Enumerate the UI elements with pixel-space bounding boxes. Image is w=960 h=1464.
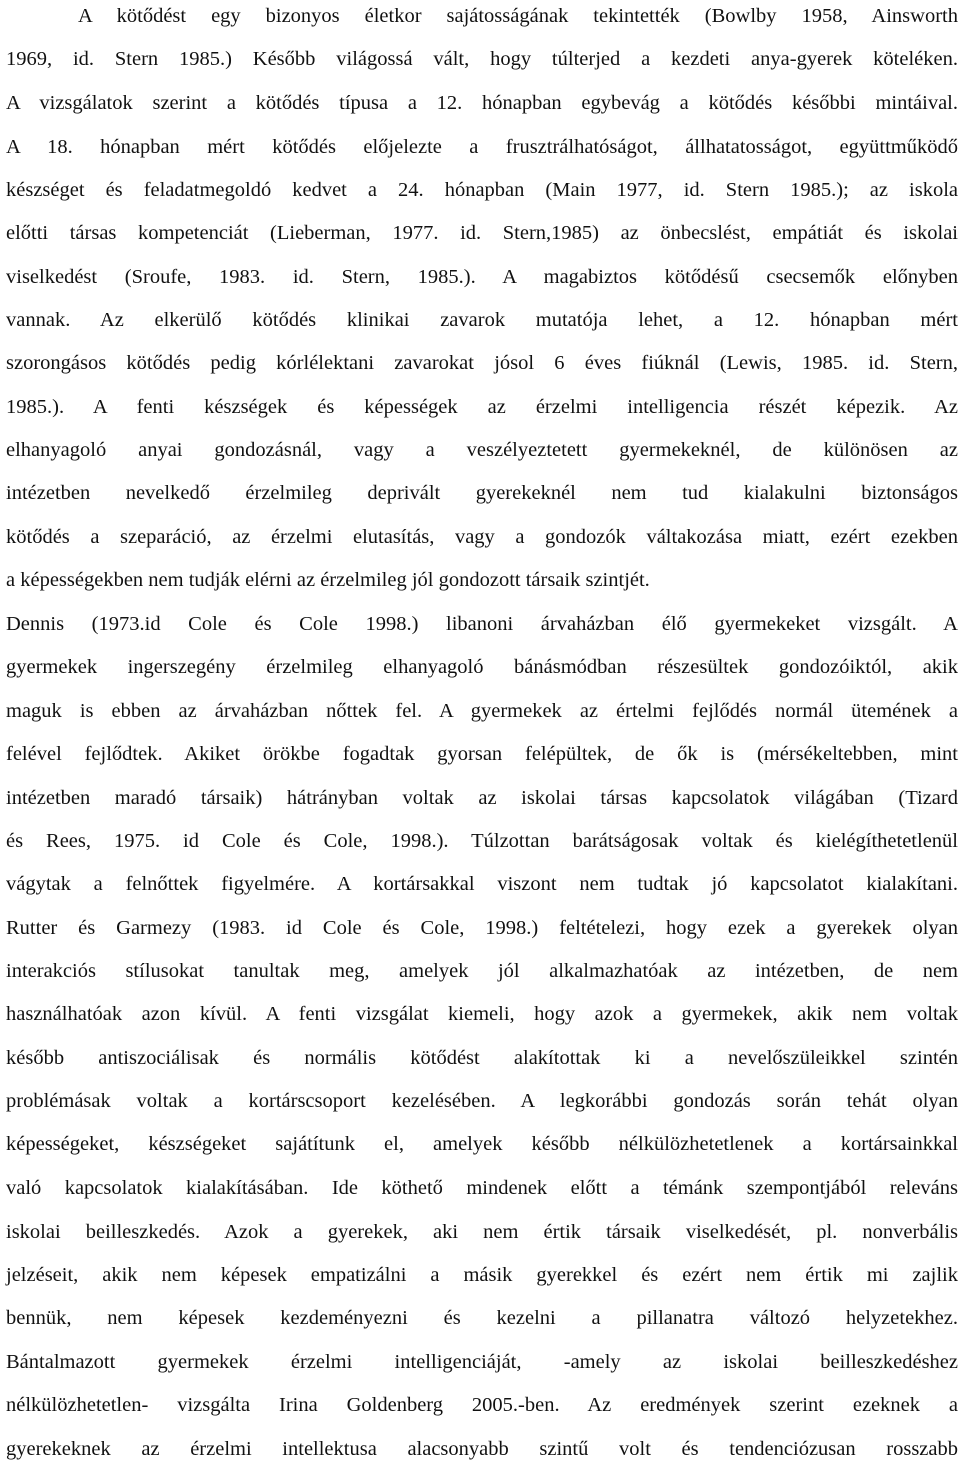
text-line: interakciós stílusokat tanultak meg, amelyek jól alkalmazhatóak az intézetben, de nem: [6, 960, 958, 982]
text-line: a képességekben nem tudják elérni az érzelmileg jól gondozott társaik szintjét.: [6, 569, 650, 591]
text-line: Bántalmazott gyermekek érzelmi intelligenciáját, -amely az iskolai beilleszkedéshez: [6, 1351, 958, 1373]
text-line: gyermekek ingerszegény érzelmileg elhanyagoló bánásmódban részesültek gondozóiktól, akik: [6, 656, 958, 678]
text-line: Rutter és Garmezy (1983. id Cole és Cole, 1998.) feltételezi, hogy ezek a gyerekek olyan: [6, 917, 958, 939]
text-line: képességeket, készségeket sajátítunk el, amelyek később nélkülözhetetlenek a kortársainkkal: [6, 1133, 958, 1155]
text-line: 1969, id. Stern 1985.) Később világossá vált, hogy túlterjed a kezdeti anya-gyerek köteléken.: [6, 48, 958, 70]
text-line: 1985.). A fenti készségek és képességek az érzelmi intelligencia részét képezik. Az: [6, 396, 958, 418]
text-line: bennük, nem képesek kezdeményezni és kezelni a pillanatra változó helyzetekhez.: [6, 1307, 958, 1329]
text-line: előtti társas kompetenciát (Lieberman, 1977. id. Stern,1985) az önbecslést, empátiát és iskolai: [6, 222, 958, 244]
text-line: használhatóak azon kívül. A fenti vizsgálat kiemeli, hogy azok a gyermekek, akik nem voltak: [6, 1003, 958, 1025]
text-line: problémásak voltak a kortárscsoport kezelésében. A legkorábbi gondozás során tehát olyan: [6, 1090, 958, 1112]
text-line: vágytak a felnőttek figyelmére. A kortársakkal viszont nem tudtak jó kapcsolatot kialakítani.: [6, 873, 958, 895]
text-line: A vizsgálatok szerint a kötődés típusa a 12. hónapban egybevág a kötődés későbbi mintáival.: [6, 92, 958, 114]
text-line: később antiszociálisak és normális kötődést alakítottak ki a nevelőszüleikkel szintén: [6, 1047, 958, 1069]
text-line: szorongásos kötődés pedig kórlélektani zavarokat jósol 6 éves fiúknál (Lewis, 1985. id. Stern,: [6, 352, 958, 374]
text-line: nélkülözhetetlen- vizsgálta Irina Goldenberg 2005.-ben. Az eredmények szerint ezeknek a: [6, 1394, 958, 1416]
text-line: vannak. Az elkerülő kötődés klinikai zavarok mutatója lehet, a 12. hónapban mért: [6, 309, 958, 331]
text-line: gyerekeknek az érzelmi intellektusa alacsonyabb szintű volt és tendenciózusan rosszabb: [6, 1438, 958, 1460]
text-line: való kapcsolatok kialakításában. Ide köthető mindenek előtt a témánk szempontjából releváns: [6, 1177, 958, 1199]
text-line: viselkedést (Sroufe, 1983. id. Stern, 1985.). A magabiztos kötődésű csecsemők előnyben: [6, 266, 958, 288]
text-line: intézetben maradó társaik) hátrányban voltak az iskolai társas kapcsolatok világában (Tizard: [6, 787, 958, 809]
text-line: A kötődést egy bizonyos életkor sajátosságának tekintették (Bowlby 1958, Ainsworth: [78, 5, 958, 27]
text-line: maguk is ebben az árvaházban nőttek fel. A gyermekek az értelmi fejlődés normál ütemének a: [6, 700, 958, 722]
text-line: Dennis (1973.id Cole és Cole 1998.) libanoni árvaházban élő gyermekeket vizsgált. A: [6, 613, 958, 635]
text-line: iskolai beilleszkedés. Azok a gyerekek, aki nem értik társaik viselkedését, pl. nonverbális: [6, 1221, 958, 1243]
text-line: A 18. hónapban mért kötődés előjelezte a frusztrálhatóságot, állhatatosságot, együttműködő: [6, 136, 958, 158]
text-line: intézetben nevelkedő érzelmileg deprivált gyerekeknél nem tud kialakulni biztonságos: [6, 482, 958, 504]
text-line: felével fejlődtek. Akiket örökbe fogadtak gyorsan felépültek, de ők is (mérsékeltebben, mint: [6, 743, 958, 765]
text-line: kötődés a szeparáció, az érzelmi elutasítás, vagy a gondozók váltakozása miatt, ezért ezekben: [6, 526, 958, 548]
text-line: készséget és feladatmegoldó kedvet a 24. hónapban (Main 1977, id. Stern 1985.); az iskola: [6, 179, 958, 201]
text-line: elhanyagoló anyai gondozásnál, vagy a veszélyeztetett gyermekeknél, de különösen az: [6, 439, 958, 461]
text-line: és Rees, 1975. id Cole és Cole, 1998.). Túlzottan barátságosak voltak és kielégíthetetlenül: [6, 830, 958, 852]
text-line: jelzéseit, akik nem képesek empatizálni a másik gyerekkel és ezért nem értik mi zajlik: [6, 1264, 958, 1286]
